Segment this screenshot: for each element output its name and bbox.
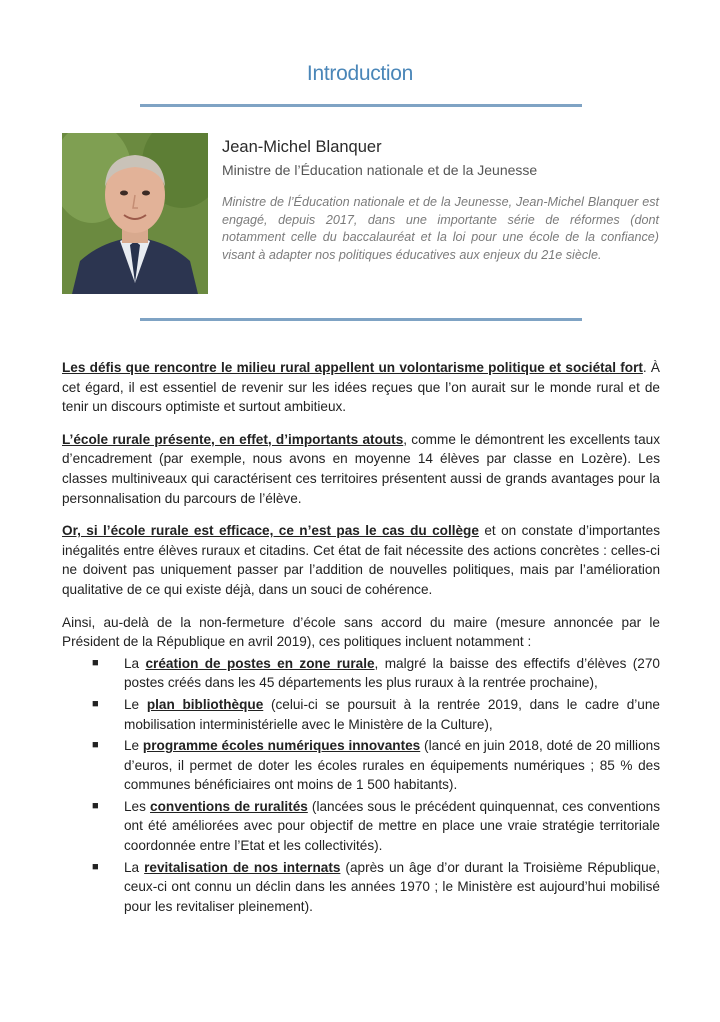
body-text [62, 358, 660, 918]
page-title: Introduction [306, 62, 414, 85]
paragraph-2-lead: L’école rurale présente, en effet, d’importants atouts [62, 431, 404, 447]
paragraph-2-rest: , comme le démontrent les excellents taux d’encadrement (par exemple, nous avons en moyenne 14 élèves par classe en Lozère). Les classes multiniveaux qui caractérisent ces territoires présentent aussi de grands avantages pour la personnalisation du parcours de l’élève. [62, 431, 661, 506]
list-item-prefix: La [124, 859, 145, 875]
list-item-highlight: création de postes en zone rurale [145, 655, 375, 671]
paragraph-2 [62, 430, 660, 508]
minister-name: Jean-Michel Blanquer [222, 138, 382, 156]
list-item-highlight: plan bibliothèque [146, 696, 264, 712]
list-intro: Ainsi, au-delà de la non-fermeture d’école sans accord du maire (mesure annoncée par le Président de la République en avril 2019), ces politiques incluent notamment : [62, 614, 660, 650]
list-item-highlight: revitalisation de nos internats [144, 859, 341, 875]
bullet-icon: ■ [92, 656, 99, 669]
list-item-prefix: La [124, 655, 146, 671]
policy-list [62, 654, 660, 917]
list-item-text: , malgré la baisse des effectifs d’élèves (270 postes créés dans les 45 départements les plus ruraux à la rentrée prochaine), [124, 655, 660, 691]
minister-bio: Ministre de l’Éducation nationale et de la Jeunesse, Jean-Michel Blanquer est engagé, depuis 2017, dans une importante série de réformes (dont notamment celle du baccalauréat et la loi pour une école de la confiance) visant à adapter nos politiques éducatives aux enjeux du 21e siècle. [222, 195, 659, 262]
list-item-prefix: Le [124, 696, 147, 712]
paragraph-1-rest: . À cet égard, il est essentiel de revenir sur les idées reçues que l’on aurait sur le monde rural et de tenir un discours optimiste et surtout ambitieux. [62, 360, 660, 415]
list-item-highlight: programme écoles numériques innovantes [142, 738, 421, 754]
list-item-text: (lancées sous le précédent quinquennat, ces conventions ont été améliorées avec pour objectif de mettre en place une vraie stratégie territoriale coordonnée entre l’Etat et les collectivités). [124, 798, 660, 854]
bullet-icon: ■ [92, 799, 99, 812]
title-divider [140, 104, 582, 107]
bullet-icon: ■ [92, 860, 99, 873]
list-item [62, 858, 660, 917]
bio-divider [140, 318, 582, 321]
paragraph-1 [62, 358, 660, 417]
paragraph-3-rest: et on constate d’importantes inégalités entre élèves ruraux et citadins. Cet état de fait nécessite des actions concrètes : celles-ci ne doivent pas uniquement passer par l’addition de nouvelles politiques, mais par l’amélioration qualitative de ce qui existe déjà, dans un souci de cohérence. [62, 523, 660, 597]
minister-role: Ministre de l’Éducation nationale et de la Jeunesse [222, 162, 538, 178]
list-item [62, 736, 660, 795]
bullet-icon: ■ [92, 697, 99, 710]
paragraph-3-lead: Or, si l’école rurale est efficace, ce n’est pas le cas du collège [62, 523, 479, 539]
list-item-prefix: Les [124, 798, 151, 814]
list-item-highlight: conventions de ruralités [150, 798, 308, 814]
portrait-photo [62, 133, 208, 294]
list-item [62, 654, 660, 693]
list-item-text: (après un âge d’or durant la Troisième République, ceux-ci ont connu un déclin dans les années 1970 ; le Ministère est aujourd’hui mobilisé pour les revitaliser pleinement). [124, 859, 660, 914]
list-item-text: (lancé en juin 2018, doté de 20 millions d’euros, il permet de doter les écoles rurales en équipements numériques ; 85 % des communes bénéficiaires ont moins de 1 500 habitants). [124, 738, 660, 793]
list-item [62, 797, 660, 856]
list-item-prefix: Le [124, 738, 143, 754]
paragraph-3 [62, 521, 660, 599]
bullet-icon: ■ [92, 739, 99, 752]
list-item [62, 695, 660, 734]
paragraph-1-lead: Les défis que rencontre le milieu rural appellent un volontarisme politique et sociétal fort [62, 360, 643, 375]
list-item-text: (celui-ci se poursuit à la rentrée 2019, dans le cadre d’une mobilisation interministérielle avec le Ministère de la Culture), [124, 696, 660, 732]
